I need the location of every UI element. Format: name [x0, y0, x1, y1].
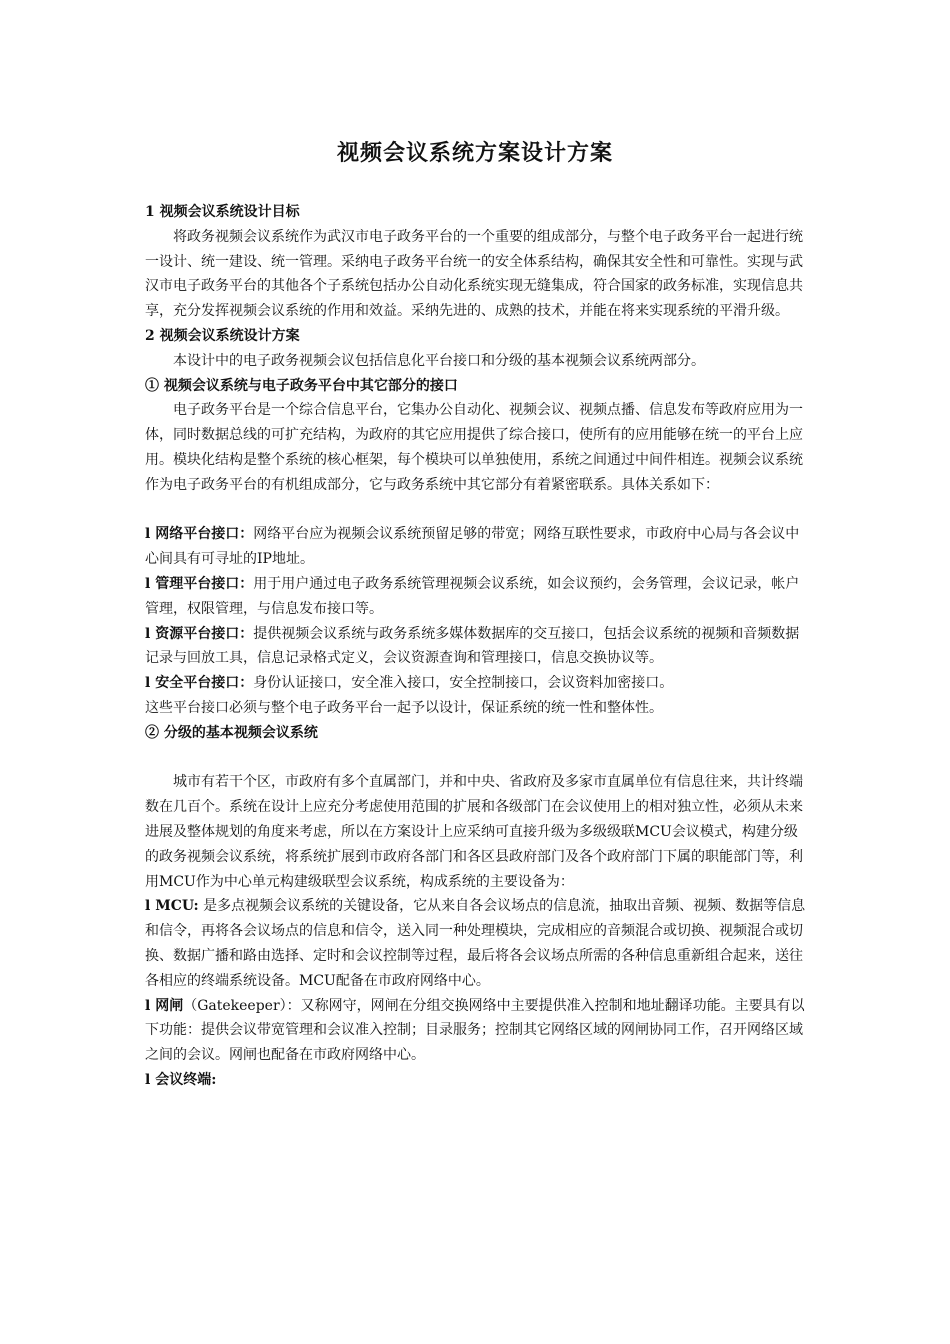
list-item-gatekeeper [145, 994, 810, 1068]
list-item-label: l 管理平台接口： [145, 575, 254, 592]
list-item-security-interface [145, 671, 810, 696]
blank-line [145, 498, 810, 523]
blank-line [145, 746, 810, 771]
list-item-text: 提供视频会议系统与政务系统多媒体数据库的交互接口，包括会议系统的视频和音频数据记录与回放工具，信息记录格式定义，会议资源查询和管理接口，信息交换协议等。 [145, 625, 800, 667]
subsection-1-heading: ① 视频会议系统与电子政务平台中其它部分的接口 [145, 377, 458, 394]
list-item-label: l 网闸 [145, 997, 184, 1014]
section-1-heading: 1 视频会议系统设计目标 [145, 204, 300, 220]
list-item-text: 网络平台应为视频会议系统预留足够的带宽；网络互联性要求，市政府中心局与各会议中心间具有可寻址的IP地址。 [145, 526, 800, 568]
list-item-label: l 会议终端: [145, 1071, 217, 1088]
list-item-text: 是多点视频会议系统的关键设备，它从来自各会议场点的信息流，抽取出音频、视频、数据等信息和信令，再将各会议场点的信息和信令，送入同一种处理模块，完成相应的音频混合或切换、视频混合或切换、数据广播和路由选择、定时和会议控制等过程，最后将各会议场点所需的各种信息重新组合起来，送往各相应的终端系统设备。MCU配备在市政府网络中心。 [145, 898, 806, 989]
subsection-2-heading: ② 分级的基本视频会议系统 [145, 724, 318, 741]
list-item-mcu [145, 894, 810, 993]
section-2-paragraph: 本设计中的电子政务视频会议包括信息化平台接口和分级的基本视频会议系统两部分。 [173, 352, 705, 369]
list-item-label: l 网络平台接口： [145, 526, 254, 543]
list-item-resource-interface [145, 622, 810, 672]
document-body [145, 200, 810, 1093]
list-item-text: 身份认证接口，安全准入接口，安全控制接口，会议资料加密接口。 [253, 675, 674, 692]
section-1-paragraph: 将政务视频会议系统作为武汉市电子政务平台的一个重要的组成部分，与整个电子政务平台一起进行统一设计、统一建设、统一管理。采纳电子政务平台统一的安全体系结构，确保其安全性和可靠性。实现与武汉市电子政务平台的其他各个子系统包括办公自动化系统实现无缝集成，符合国家的政务标准，实现信息共享，充分发挥视频会议系统的作用和效益。采纳先进的、成熟的技术，并能在将来实现系统的平滑升级。 [145, 228, 803, 320]
subsection-2-paragraph: 城市有若干个区，市政府有多个直属部门，并和中央、省政府及多家市直属单位有信息往来，共计终端数在几百个。系统在设计上应充分考虑使用范围的扩展和各级部门在会议使用上的相对独立性，必须从未来进展及整体规划的角度来考虑，所以在方案设计上应采纳可直接升级为多级级联MCU会议模式，构建分级的政务视频会议系统，将系统扩展到市政府各部门和各区县政府部门及各个政府部门下属的职能部门等，利用MCU作为中心单元构建级联型会议系统，构成系统的主要设备为： [145, 774, 803, 890]
subsection-1-paragraph: 电子政务平台是一个综合信息平台，它集办公自动化、视频会议、视频点播、信息发布等政府应用为一体，同时数据总线的可扩充结构，为政府的其它应用提供了综合接口，使所有的应用能够在统一的平台上应用。模块化结构是整个系统的核心框架，每个模块可以单独使用，系统之间通过中间件相连。视频会议系统作为电子政务平台的有机组成部分，它与政务系统中其它部分有着紧密联系。具体关系如下： [145, 402, 803, 493]
list-item-network-interface [145, 522, 810, 572]
list-item-label: l 资源平台接口： [145, 625, 254, 642]
list-item-management-interface [145, 572, 810, 622]
list-item-label: l 安全平台接口： [145, 675, 254, 692]
list-item-terminal [145, 1068, 810, 1093]
list-item-text: （Gatekeeper）：又称网守，网闸在分组交换网络中主要提供准入控制和地址翻译功能。主要具有以下功能：提供会议带宽管理和会议准入控制；目录服务；控制其它网络区域的网闸协同工作，召开网络区域之间的会议。网闸也配备在市政府网络中心。 [145, 997, 805, 1064]
list-item-text: 用于用户通过电子政务系统管理视频会议系统，如会议预约，会务管理，会议记录，帐户管理，权限管理，与信息发布接口等。 [145, 575, 800, 617]
document-title: 视频会议系统方案设计方案 [336, 140, 613, 166]
list-item-label: l MCU: [145, 898, 199, 915]
section-2-heading: 2 视频会议系统设计方案 [145, 327, 300, 344]
subsection-1-closing: 这些平台接口必须与整个电子政务平台一起予以设计，保证系统的统一性和整体性。 [145, 699, 663, 716]
